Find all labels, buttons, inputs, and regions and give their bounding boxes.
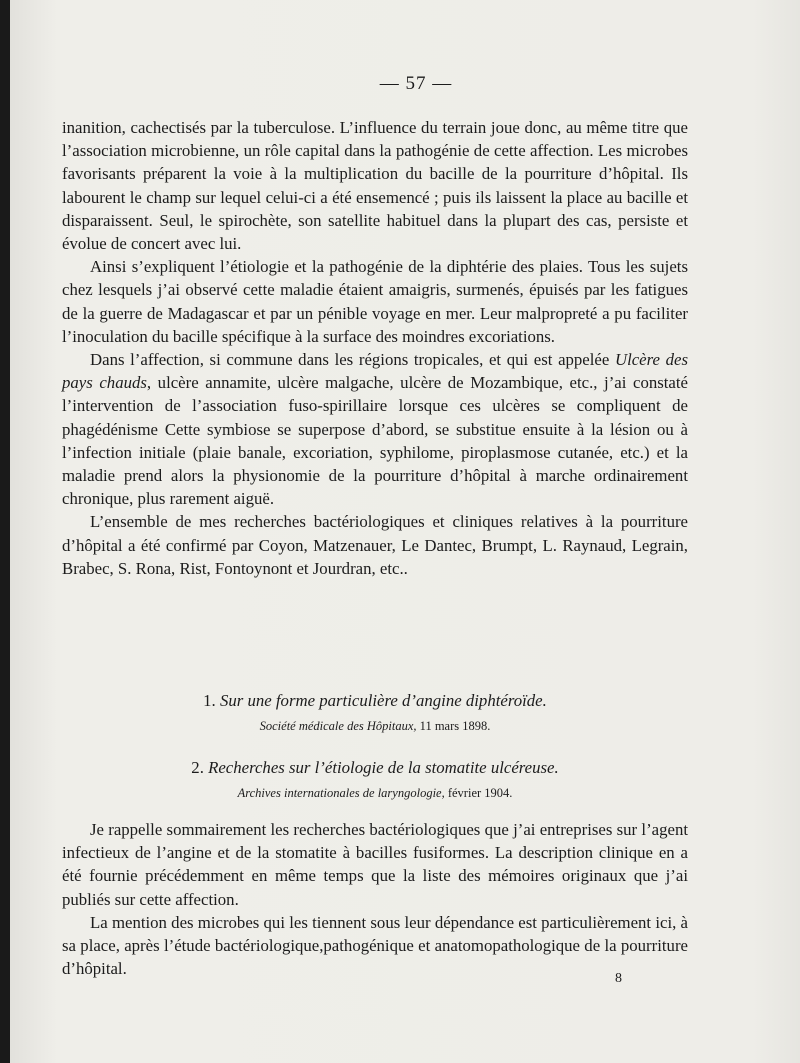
document-page: [10, 0, 800, 1063]
publication-title-text-2: Recherches sur l’étiologie de la stomatite ulcéreuse.: [208, 758, 559, 777]
paragraph-1: inanition, cachectisés par la tuberculose. L’influence du terrain joue donc, au même titre que l’association microbienne, un rôle capital dans la pathogénie de cette affection. Les microbes favorisants préparent la voie à la multiplication du bacille de la pourriture d’hôpital. Ils labourent le champ sur lequel celui-ci a été ensemencé ; puis ils laissent la place au bacille et disparaissent. Seul, le spirochète, son satellite habituel dans la plupart des cas, persiste et évolue de concert avec lui.: [62, 118, 688, 254]
paragraph-3-rest: , ulcère annamite, ulcère malgache, ulcère de Mozambique, etc., j’ai constaté l’intervention de l’association fuso-spirillaire lorsque ces ulcères se compliquent de phagédénisme Cette symbiose se superpose d’abord, se substitue ensuite à la lésion ou à l’infection initiale (plaie banale, excoriation, syphilome, piroplasmose cutanée, etc.) et la maladie prend alors la physionomie de la pourriture d’hôpital à marche ordinairement chronique, plus rarement aiguë.: [62, 373, 688, 509]
publication-date-1: 11 mars 1898.: [419, 719, 491, 733]
publication-number-2: 2.: [191, 758, 204, 777]
publication-title-text-1: Sur une forme particulière d’angine diphtéroïde.: [219, 691, 547, 710]
top-text-block: [62, 116, 688, 580]
paragraph-3: [62, 348, 688, 510]
publication-venue-2: Archives internationales de laryngologie,: [237, 786, 445, 800]
bottom-text-block: [62, 818, 688, 980]
publication-source-2: [62, 785, 688, 801]
publication-entry-1: [62, 690, 688, 734]
paragraph-3-italic: Ulcère des pays chauds: [62, 350, 688, 393]
publication-venue-1: Société médicale des Hôpitaux,: [259, 719, 417, 733]
publication-title-2: [62, 757, 688, 779]
publication-date-2: février 1904.: [447, 786, 513, 800]
signature-mark: 8: [615, 971, 622, 986]
publication-entry-2: [62, 757, 688, 801]
page-number: — 57 —: [379, 73, 453, 94]
publication-source-1: [62, 718, 688, 734]
publication-title-1: [62, 690, 688, 712]
paragraph-3-lead: Dans l’affection, si commune dans les régions tropicales, et qui est appelée: [90, 350, 610, 370]
paragraph-5: Je rappelle sommairement les recherches bactériologiques que j’ai entreprises sur l’agent infectieux de l’angine et de la stomatite à bacilles fusiformes. La description clinique en a été fournie précédemment en même temps que la liste des mémoires originaux que j’ai publiés sur cette affection.: [62, 820, 688, 909]
publication-number-1: 1.: [203, 691, 216, 710]
paragraph-6: La mention des microbes qui les tiennent sous leur dépendance est particulièrement ici, à sa place, après l’étude bactériologique,pathogénique et anatomopathologique de la pourriture d’hôpital.: [62, 912, 688, 979]
paragraph-4: L’ensemble de mes recherches bactériologiques et cliniques relatives à la pourriture d’hôpital a été confirmé par Coyon, Matzenauer, Le Dantec, Brumpt, L. Raynaud, Legrain, Brabec, S. Rona, Rist, Fontoynont et Jourdran, etc..: [62, 512, 688, 578]
paragraph-2: Ainsi s’expliquent l’étiologie et la pathogénie de la diphtérie des plaies. Tous les sujets chez lesquels j’ai observé cette maladie étaient amaigris, surmenés, épuisés par les fatigues de la guerre de Madagascar et par un pénible voyage en mer. Leur malpropreté a pu faciliter l’inoculation du bacille spécifique à la surface des moindres excoriations.: [62, 257, 688, 346]
